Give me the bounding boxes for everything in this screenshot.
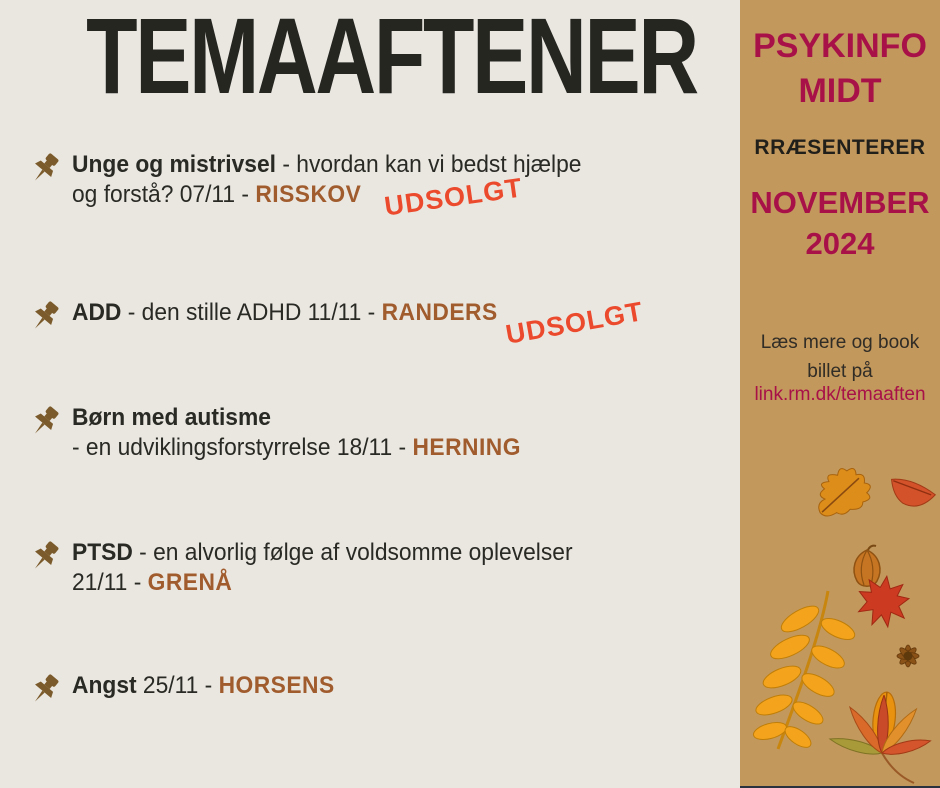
event-venue: HERNING	[412, 434, 521, 461]
cta-text	[740, 328, 940, 386]
event-title: Børn med autisme	[72, 404, 271, 431]
pushpin-icon	[26, 539, 64, 577]
event-text	[72, 671, 699, 701]
event-description: - en alvorlig følge af voldsomme oplevelser	[132, 539, 573, 566]
presents-label: RRÆSENTERER	[754, 136, 926, 159]
pushpin-icon	[26, 404, 64, 442]
pushpin-icon	[26, 672, 64, 710]
star-anise-icon	[886, 634, 930, 683]
sidebar-panel	[740, 0, 940, 788]
event-venue: GRENÅ	[147, 569, 233, 596]
page-title-text: TEMAAFTENER	[86, 0, 697, 116]
page-title	[0, 0, 740, 116]
sold-out-stamp: UDSOLGT	[503, 296, 646, 350]
brand-title	[740, 24, 940, 114]
event-venue: RANDERS	[381, 299, 498, 326]
booking-link[interactable]: link.rm.dk/temaaften	[754, 384, 926, 405]
cta-line1: Læs mere og book	[760, 332, 920, 353]
month-line2: 2024	[805, 226, 875, 261]
pushpin-icon	[26, 151, 64, 189]
event-title: PTSD	[72, 539, 133, 566]
event-date-line: 21/11 -	[72, 569, 148, 596]
sold-out-stamp: UDSOLGT	[382, 172, 525, 222]
brand-line1: PSYKINFO	[753, 27, 927, 65]
event-date-line: og forstå? 07/11 -	[72, 181, 256, 208]
event-title: Angst	[72, 672, 137, 699]
event-description: 25/11 -	[136, 672, 219, 699]
event-description: - den stille ADHD 11/11 -	[121, 299, 382, 326]
oak-leaf-icon	[804, 454, 887, 530]
month-line1: NOVEMBER	[750, 185, 930, 220]
red-leaf-icon	[882, 473, 940, 524]
event-text	[72, 538, 699, 598]
event-venue: RISSKOV	[255, 181, 362, 208]
event-description: - en udviklingsforstyrrelse 18/11 -	[72, 434, 413, 461]
event-description: - hvordan kan vi bedst hjælpe	[275, 151, 582, 178]
event-venue: HORSENS	[218, 672, 335, 699]
event-text	[72, 403, 699, 463]
pushpin-icon	[26, 299, 64, 337]
event-title: Unge og mistrivsel	[72, 151, 276, 178]
month-label	[740, 182, 940, 264]
event-title: ADD	[72, 299, 122, 326]
brand-line2: MIDT	[798, 72, 882, 110]
cta-line2: billet på	[807, 361, 873, 382]
creeper-leaf-icon	[820, 695, 940, 788]
